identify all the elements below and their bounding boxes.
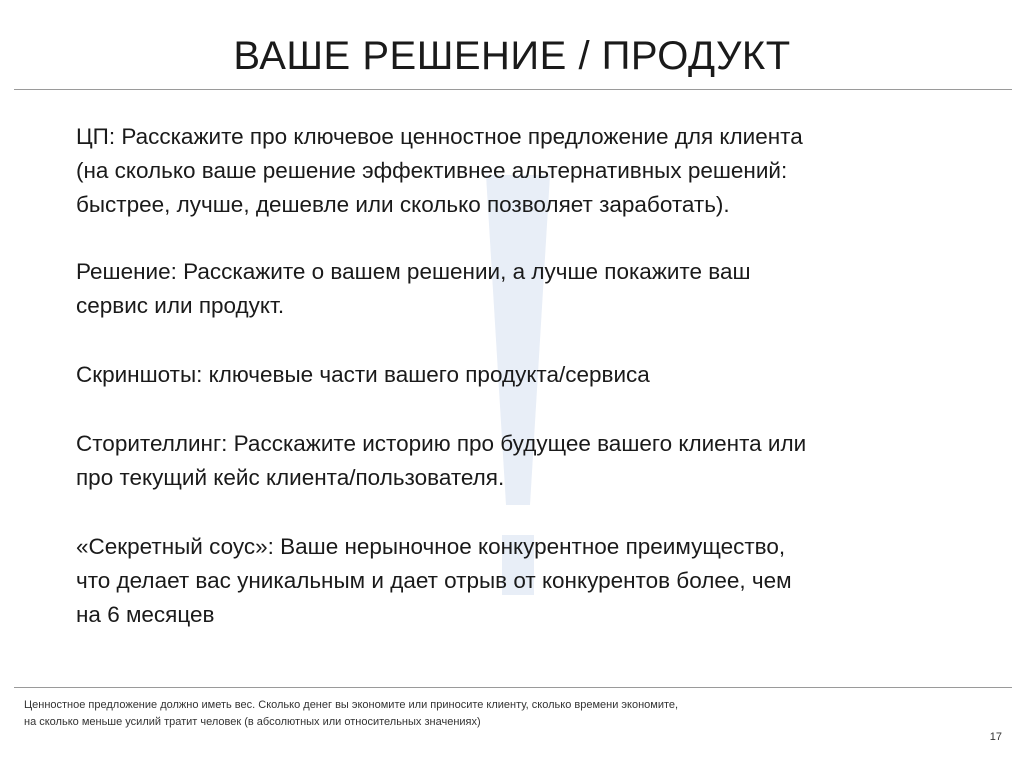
title-divider [14, 89, 1012, 90]
storytelling-text: Сторителлинг: Расскажите историю про будущее вашего клиента или про текущий кейс клиента/пользователя. [76, 431, 807, 490]
footer-divider [14, 687, 1012, 688]
solution-text: Решение: Расскажите о вашем решении, а лучше покажите ваш сервис или продукт. [76, 259, 751, 318]
footnote: Ценностное предложение должно иметь вес. Сколько денег вы экономите или приносите клиенту, сколько времени экономите, на сколько меньше усилий тратит человек (в абсолютных или относительных значениях) [24, 699, 679, 728]
page-number: 17 [989, 731, 1002, 743]
slide-title: ВАШЕ РЕШЕНИЕ / ПРОДУКТ [233, 34, 791, 78]
value-proposition-text: ЦП: Расскажите про ключевое ценностное предложение для клиента (на сколько ваше решение эффективнее альтернативных решений: быстрее, лучше, дешевле или сколько позволяет заработать). [76, 124, 803, 217]
screenshots-text: Скриншоты: ключевые части вашего продукта/сервиса [76, 362, 650, 387]
secret-sauce-text: «Секретный соус»: Ваше нерыночное конкурентное преимущество, что делает вас уникальным и дает отрыв от конкурентов более, чем на 6 месяцев [76, 534, 792, 627]
